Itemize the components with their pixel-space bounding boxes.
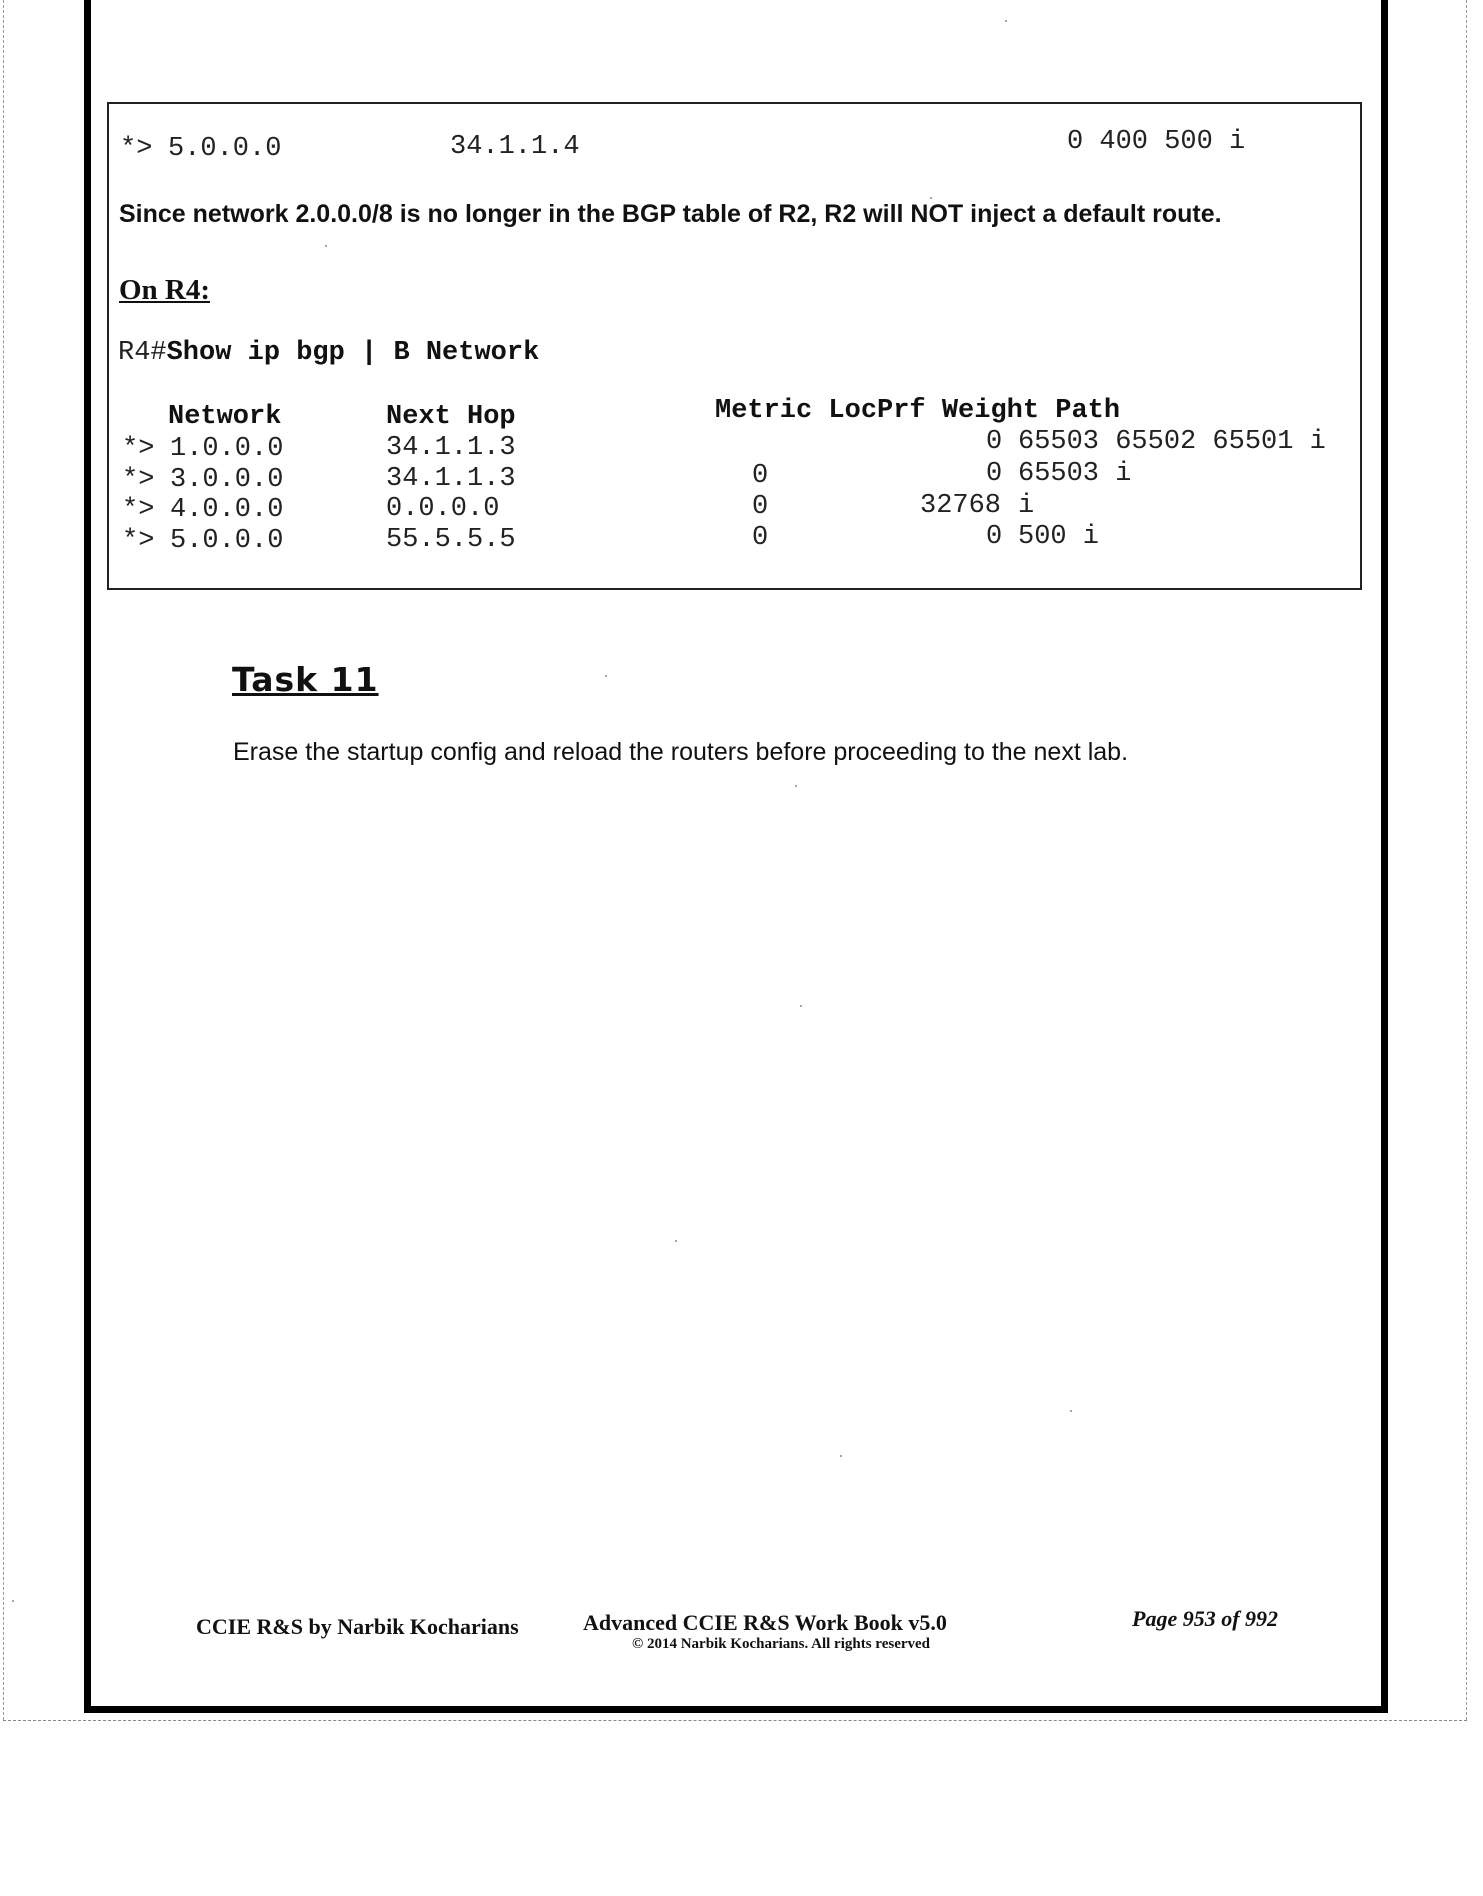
- footer-author: CCIE R&S by Narbik Kocharians: [196, 1614, 519, 1639]
- header-metric-locprf-weight-path: Metric LocPrf Weight Path: [715, 396, 1121, 426]
- row-status: *>: [122, 434, 155, 464]
- scan-speck: [840, 1455, 842, 1457]
- row-weight: 0: [986, 522, 1003, 552]
- row-next-hop: 0.0.0.0: [386, 494, 500, 524]
- task-title: Task 11: [232, 660, 379, 699]
- row-network: 5.0.0.0: [170, 526, 284, 556]
- row-weight: 32768: [920, 491, 1002, 521]
- scan-edge-bottom: [3, 1720, 1467, 1721]
- prev-row-path: 0 400 500 i: [1067, 127, 1246, 157]
- section-heading: On R4:: [119, 274, 211, 306]
- scan-speck: [930, 197, 932, 199]
- row-metric: 0: [752, 461, 769, 491]
- note-text: Since network 2.0.0.0/8 is no longer in the BGP table of R2, R2 will NOT inject a default route.: [119, 200, 1222, 228]
- row-network: 3.0.0.0: [170, 465, 284, 495]
- row-metric: 0: [752, 492, 769, 522]
- prev-row-next-hop: 34.1.1.4: [450, 132, 580, 162]
- row-next-hop: 34.1.1.3: [386, 464, 516, 494]
- row-path: 500 i: [1018, 522, 1100, 552]
- scan-speck: [795, 785, 797, 787]
- row-next-hop: 34.1.1.3: [386, 433, 516, 463]
- scan-speck: [12, 1600, 14, 1602]
- scan-edge-right: [1466, 0, 1467, 1720]
- prev-row-status: *>: [120, 134, 153, 164]
- row-network: 4.0.0.0: [170, 495, 284, 525]
- row-next-hop: 55.5.5.5: [386, 525, 516, 555]
- prev-row-network: 5.0.0.0: [168, 134, 282, 164]
- cli-command-text: Show ip bgp | B Network: [166, 338, 540, 368]
- footer-book-title: Advanced CCIE R&S Work Book v5.0: [583, 1610, 947, 1635]
- scan-speck: [675, 1240, 677, 1242]
- row-network: 1.0.0.0: [170, 434, 284, 464]
- scan-edge-left: [3, 0, 4, 1720]
- scan-speck: [325, 245, 327, 247]
- scan-speck: [605, 675, 607, 677]
- task-body: Erase the startup config and reload the routers before proceeding to the next lab.: [233, 738, 1129, 766]
- cli-prompt: R4#: [118, 338, 167, 368]
- row-weight: 0: [986, 427, 1003, 457]
- header-next-hop: Next Hop: [386, 402, 516, 432]
- row-metric: 0: [752, 523, 769, 553]
- row-path: 65503 65502 65501 i: [1018, 427, 1326, 457]
- row-path: i: [1018, 491, 1035, 521]
- row-status: *>: [122, 526, 155, 556]
- row-status: *>: [122, 465, 155, 495]
- row-weight: 0: [986, 459, 1003, 489]
- scan-speck: [1005, 20, 1007, 22]
- cli-command: [118, 340, 539, 367]
- header-network: Network: [168, 402, 282, 432]
- footer-page-number: Page 953 of 992: [1132, 1606, 1279, 1631]
- row-path: 65503 i: [1018, 459, 1132, 489]
- scan-speck: [1070, 1410, 1072, 1412]
- row-status: *>: [122, 495, 155, 525]
- scan-speck: [800, 1005, 802, 1007]
- footer-copyright: © 2014 Narbik Kocharians. All rights reserved: [632, 1636, 931, 1652]
